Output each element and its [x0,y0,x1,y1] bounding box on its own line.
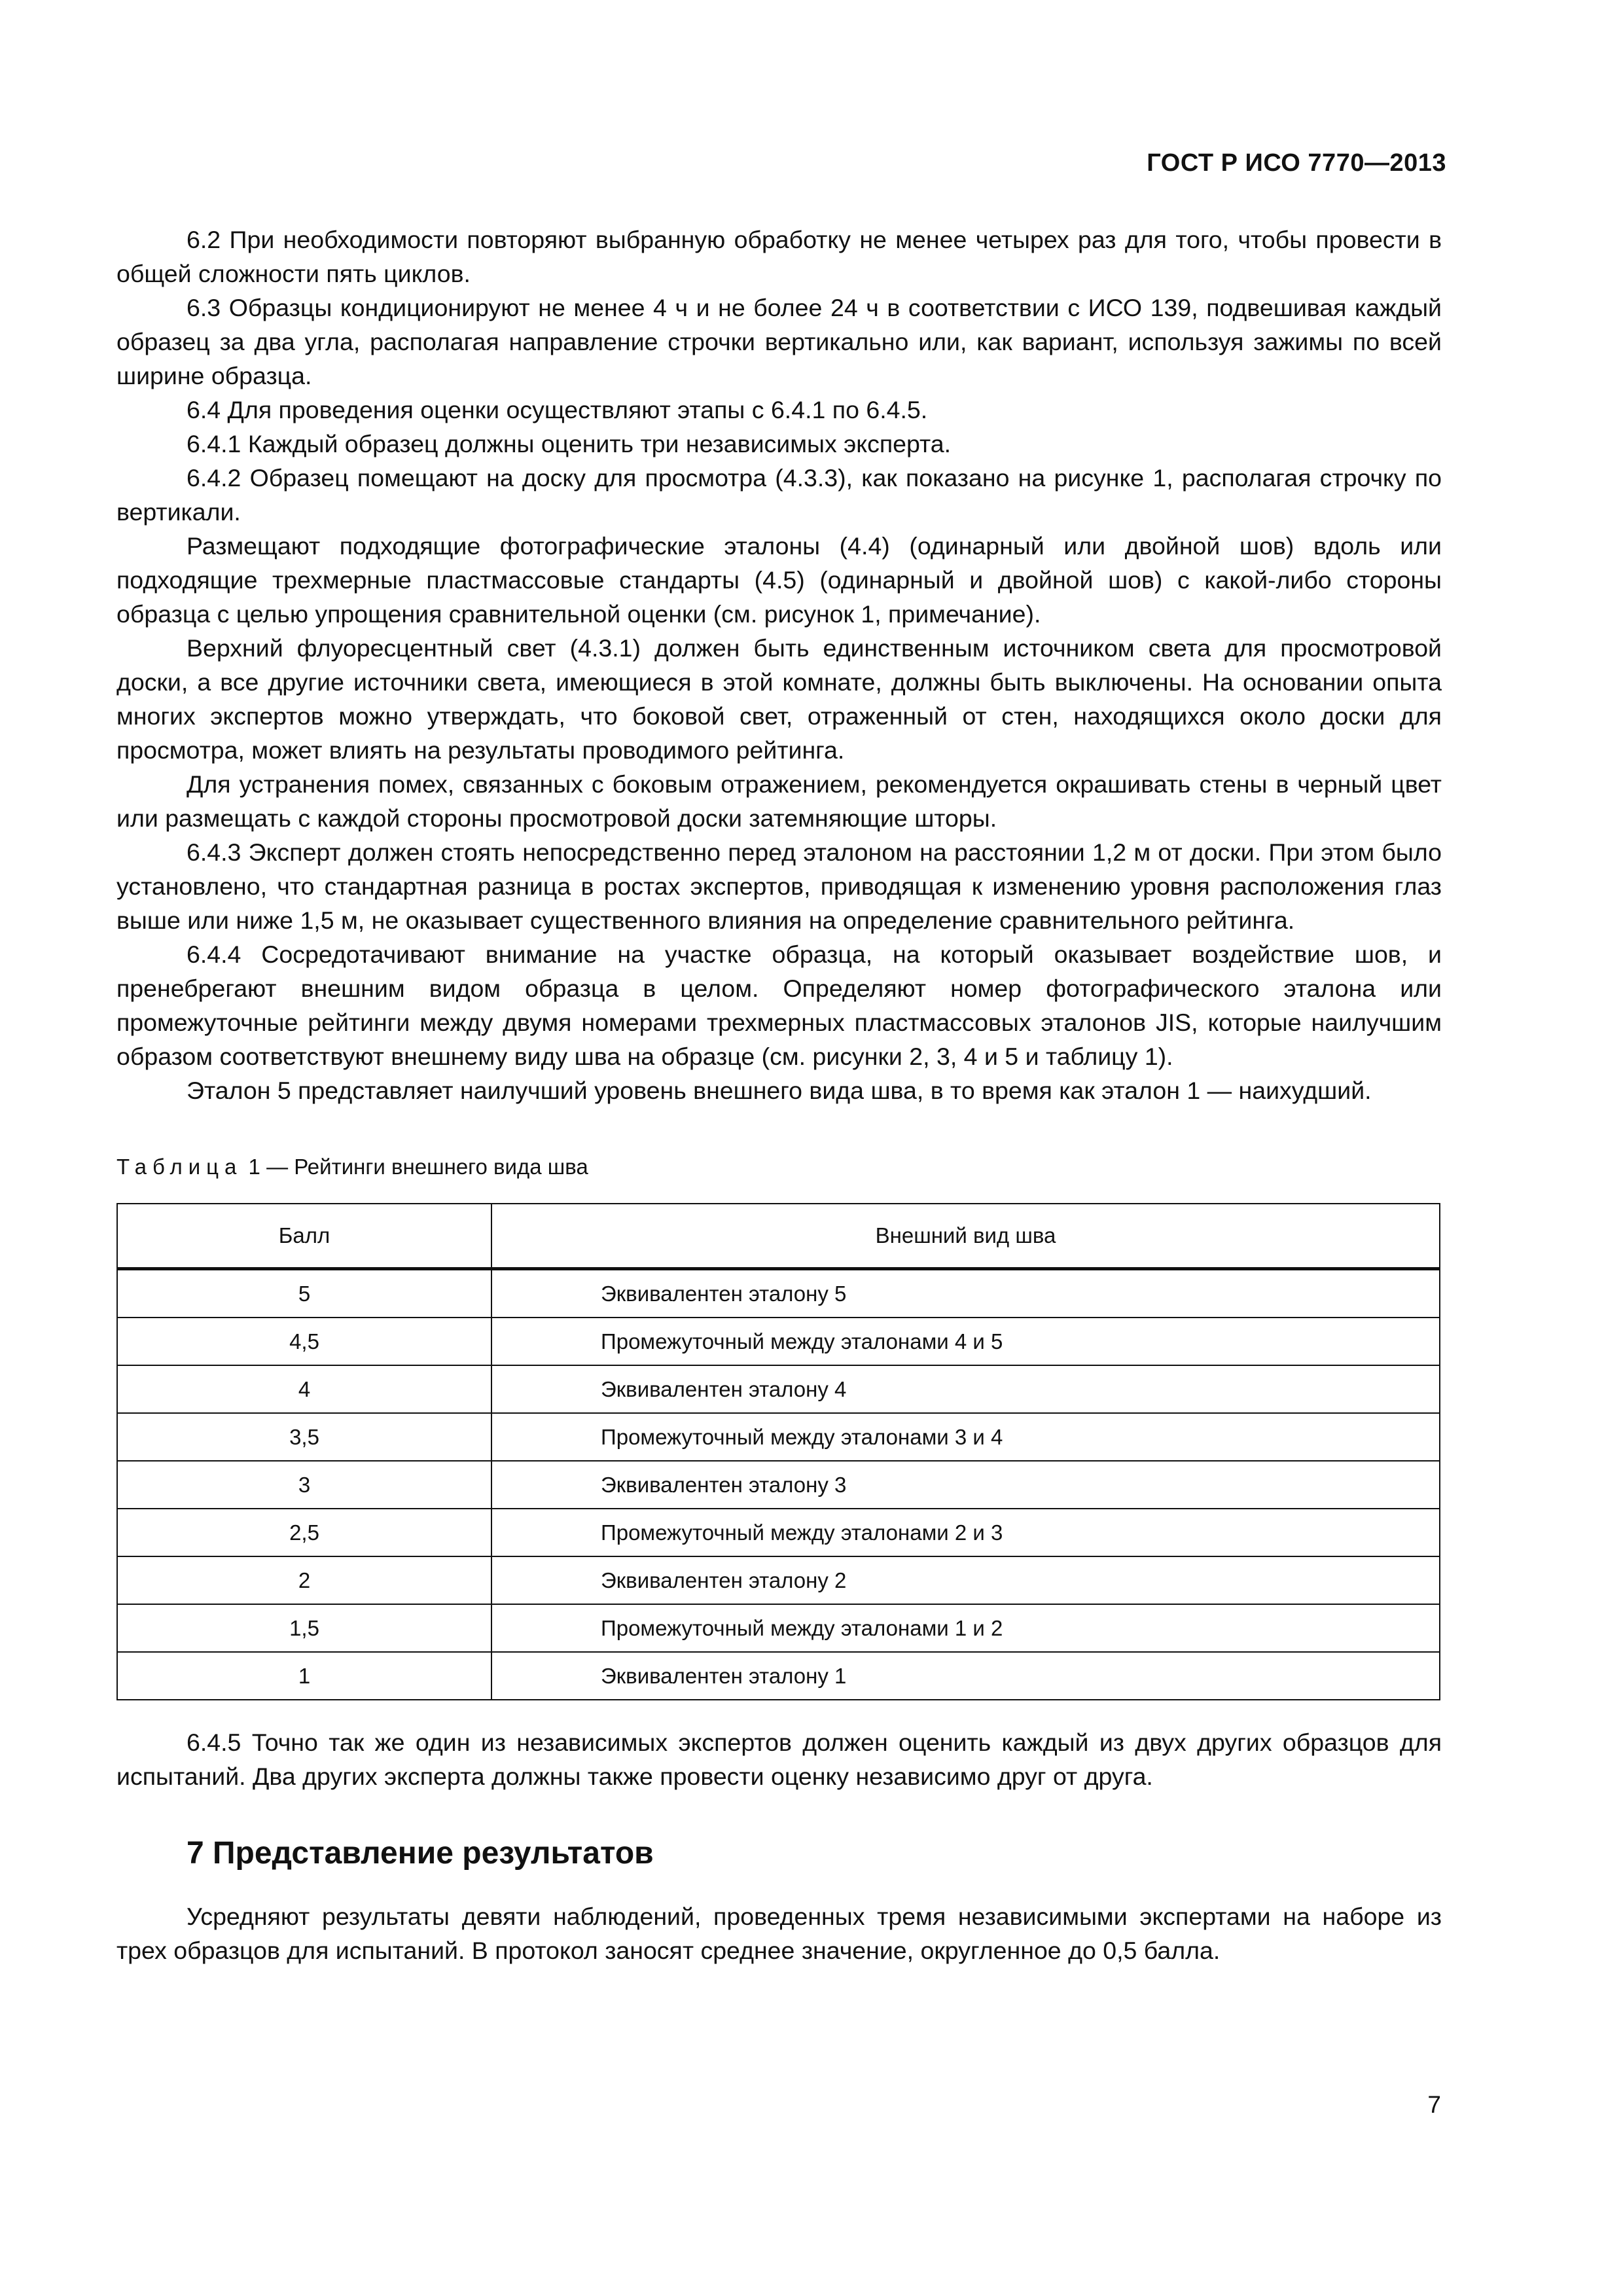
appearance-cell: Промежуточный между эталонами 1 и 2 [491,1604,1440,1652]
section-7-heading: 7 Представление результатов [187,1836,654,1871]
paragraph-6-4: 6.4 Для проведения оценки осуществляют этапы с 6.4.1 по 6.4.5. [187,396,928,423]
table-caption [116,1155,1442,1179]
score-cell: 4,5 [117,1318,491,1365]
table-row [117,1318,1440,1365]
appearance-cell: Эквивалентен эталону 1 [491,1652,1440,1700]
score-cell: 2 [117,1556,491,1604]
table-row [117,1269,1440,1318]
section-7-text: Усредняют результаты девяти наблюдений, проведенных тремя независимыми экспертами на наборе из трех образцов для испытаний. В протокол заносят среднее значение, округленное до 0,5 балла. [116,1903,1442,1964]
table-header-row [117,1204,1440,1269]
page-number: 7 [1427,2091,1441,2118]
table-row [117,1461,1440,1509]
appearance-cell: Промежуточный между эталонами 3 и 4 [491,1413,1440,1461]
table-row [117,1556,1440,1604]
table-caption-text: 1 — Рейтинги внешнего вида шва [242,1155,588,1179]
paragraph-6-2: 6.2 При необходимости повторяют выбранную обработку не менее четырех раз для того, чтобы провести в общей сложности пять циклов. [116,226,1442,287]
table-row [117,1509,1440,1556]
score-cell: 4 [117,1365,491,1413]
paragraph-6-4-4: 6.4.4 Сосредотачивают внимание на участке образца, на который оказывает воздействие шов, и пренебрегают внешним видом образца в целом. Определяют номер фотографического эталона или промежуточные рейтинги между двумя номерами трехмерных пластмассовых эталонов JIS, которые наилучшим образом соответствуют внешнему виду шва на образце (см. рисунки 2, 3, 4 и 5 и таблицу 1). [116,941,1442,1070]
table-row [117,1413,1440,1461]
appearance-cell: Эквивалентен эталону 5 [491,1269,1440,1318]
score-cell: 3 [117,1461,491,1509]
table-row [117,1604,1440,1652]
paragraph-6-4-5: 6.4.5 Точно так же один из независимых экспертов должен оценить каждый из двух других образцов для испытаний. Два других эксперта должны также провести оценку независимо друг от друга. [116,1729,1442,1790]
paragraph-6-3: 6.3 Образцы кондиционируют не менее 4 ч и не более 24 ч в соответствии с ИСО 139, подвешивая каждый образец за два угла, располагая направление строчки вертикально или, как вариант, используя зажимы по всей ширине образца. [116,294,1442,389]
document-standard-id: ГОСТ Р ИСО 7770—2013 [1147,149,1446,177]
score-cell: 5 [117,1269,491,1318]
paragraph-standard-5-best: Эталон 5 представляет наилучший уровень внешнего вида шва, в то время как эталон 1 — наихудший. [187,1077,1372,1104]
paragraph-standards-placement: Размещают подходящие фотографические эталоны (4.4) (одинарный или двойной шов) вдоль или подходящие трехмерные пластмассовые стандарты (4.5) (одинарный и двойной шов) с какой-либо стороны образца с целью упрощения сравнительной оценки (см. рисунок 1, примечание). [116,532,1442,628]
page-content [116,223,1442,1967]
score-cell: 3,5 [117,1413,491,1461]
appearance-cell: Эквивалентен эталону 2 [491,1556,1440,1604]
table-caption-label: Таблица [116,1155,243,1179]
paragraph-side-reflection: Для устранения помех, связанных с боковым отражением, рекомендуется окрашивать стены в черный цвет или размещать с каждой стороны просмотровой доски затемняющие шторы. [116,770,1442,832]
paragraph-6-4-1: 6.4.1 Каждый образец должны оценить три независимых эксперта. [187,430,952,457]
table-row [117,1652,1440,1700]
header-appearance: Внешний вид шва [491,1204,1440,1269]
appearance-cell: Промежуточный между эталонами 2 и 3 [491,1509,1440,1556]
score-cell: 2,5 [117,1509,491,1556]
paragraph-lighting: Верхний флуоресцентный свет (4.3.1) должен быть единственным источником света для просмотровой доски, а все другие источники света, имеющиеся в этой комнате, должны быть выключены. На основании опыта многих экспертов можно утверждать, что боковой свет, отраженный от стен, находящихся около доски для просмотра, может влиять на результаты проводимого рейтинга. [116,634,1442,764]
paragraph-6-4-2: 6.4.2 Образец помещают на доску для просмотра (4.3.3), как показано на рисунке 1, располагая строчку по вертикали. [116,464,1442,526]
table-row [117,1365,1440,1413]
appearance-cell: Эквивалентен эталону 3 [491,1461,1440,1509]
paragraph-6-4-3: 6.4.3 Эксперт должен стоять непосредственно перед эталоном на расстоянии 1,2 м от доски. При этом было установлено, что стандартная разница в ростах экспертов, приводящая к изменению уровня расположения глаз выше или ниже 1,5 м, не оказывает существенного влияния на определение сравнительного рейтинга. [116,838,1442,934]
appearance-cell: Промежуточный между эталонами 4 и 5 [491,1318,1440,1365]
appearance-cell: Эквивалентен эталону 4 [491,1365,1440,1413]
header-score: Балл [117,1204,491,1269]
score-cell: 1 [117,1652,491,1700]
score-cell: 1,5 [117,1604,491,1652]
seam-rating-table [116,1203,1440,1700]
